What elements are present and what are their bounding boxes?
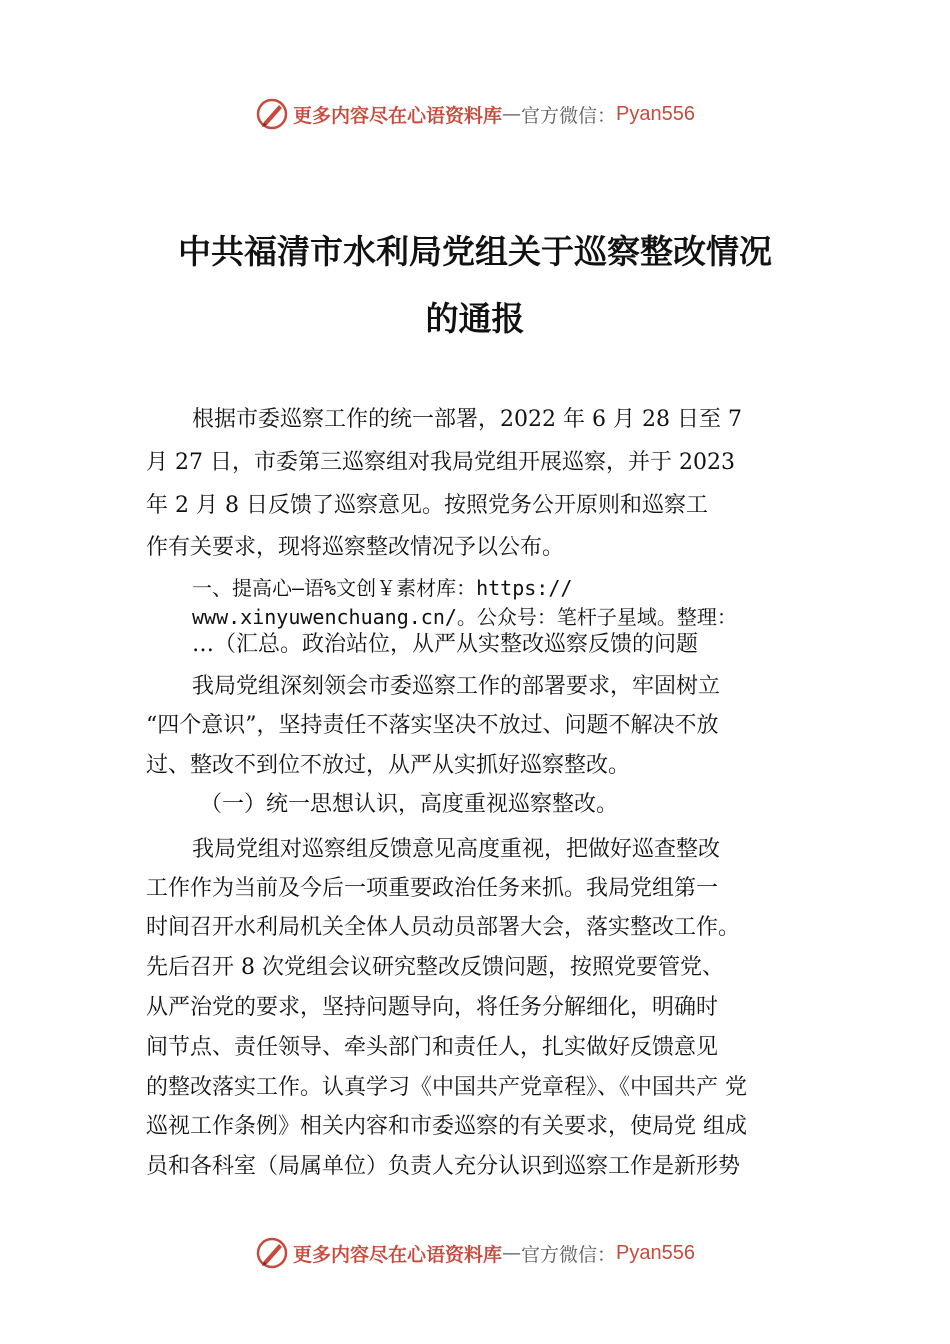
body-line: 一、提高心—语%文创￥素材库：https://	[192, 576, 573, 600]
document-title-line-2: 的通报	[425, 299, 525, 338]
body-line: …（汇总。政治站位，从严从实整改巡察反馈的问题	[192, 632, 699, 657]
footer-banner	[0, 1233, 950, 1273]
banner-separator: —	[502, 1242, 522, 1264]
body-line: 时间召开水利局机关全体人员动员部署大会，落实整改工作。	[146, 915, 741, 940]
body-line: 工作作为当前及今后一项重要政治任务来抓。我局党组第一	[146, 876, 719, 901]
body-line: “四个意识”，坚持责任不落实坚决不放过、问题不解决不放	[146, 713, 719, 738]
document-title-line-1: 中共福清市水利局党组关于巡察整改情况	[178, 232, 772, 271]
body-line: 根据市委巡察工作的统一部署，2022 年 6 月 28 日至 7	[192, 407, 742, 432]
body-line: 巡视工作条例》相关内容和市委巡察的有关要求，使局党 组成	[146, 1114, 747, 1139]
banner-wechat-id: Pyan556	[616, 1241, 695, 1264]
pen-logo-icon	[255, 97, 289, 131]
banner-title: 更多内容尽在心语资料库	[293, 1243, 503, 1266]
body-line: 间节点、责任领导、牵头部门和责任人，扎实做好反馈意见	[146, 1035, 719, 1060]
body-line: 作有关要求，现将巡察整改情况予以公布。	[146, 535, 565, 560]
banner-wechat-id: Pyan556	[616, 102, 695, 125]
body-line: 先后召开 8 次党组会议研究整改反馈问题，按照党要管党、	[146, 955, 724, 980]
header-banner	[0, 94, 950, 134]
banner-wechat-label: 官方微信：	[521, 1243, 617, 1266]
body-line: （一）统一思想认识，高度重视巡察整改。	[200, 792, 619, 817]
body-line: 过、整改不到位不放过，从严从实抓好巡察整改。	[146, 753, 631, 778]
body-line: 年 2 月 8 日反馈了巡察意见。按照党务公开原则和巡察工	[146, 493, 708, 518]
body-line: 我局党组深刻领会市委巡察工作的部署要求，牢固树立	[192, 674, 721, 699]
pen-logo-icon	[255, 1236, 289, 1270]
banner-separator: —	[502, 103, 522, 125]
banner-title: 更多内容尽在心语资料库	[293, 104, 503, 127]
body-line: 我局党组对巡察组反馈意见高度重视，把做好巡查整改	[192, 837, 721, 862]
body-line: 员和各科室（局属单位）负责人充分认识到巡察工作是新形势	[146, 1154, 741, 1179]
body-line: 月 27 日，市委第三巡察组对我局党组开展巡察，并于 2023	[146, 450, 735, 475]
body-line: 的整改落实工作。认真学习《中国共产党章程》、《中国共产 党	[146, 1075, 747, 1100]
body-line: 从严治党的要求，坚持问题导向，将任务分解细化，明确时	[146, 995, 719, 1020]
body-line: www.xinyuwenchuang.cn/。公众号：笔杆子星域。整理：	[192, 605, 737, 629]
banner-wechat-label: 官方微信：	[521, 104, 617, 127]
